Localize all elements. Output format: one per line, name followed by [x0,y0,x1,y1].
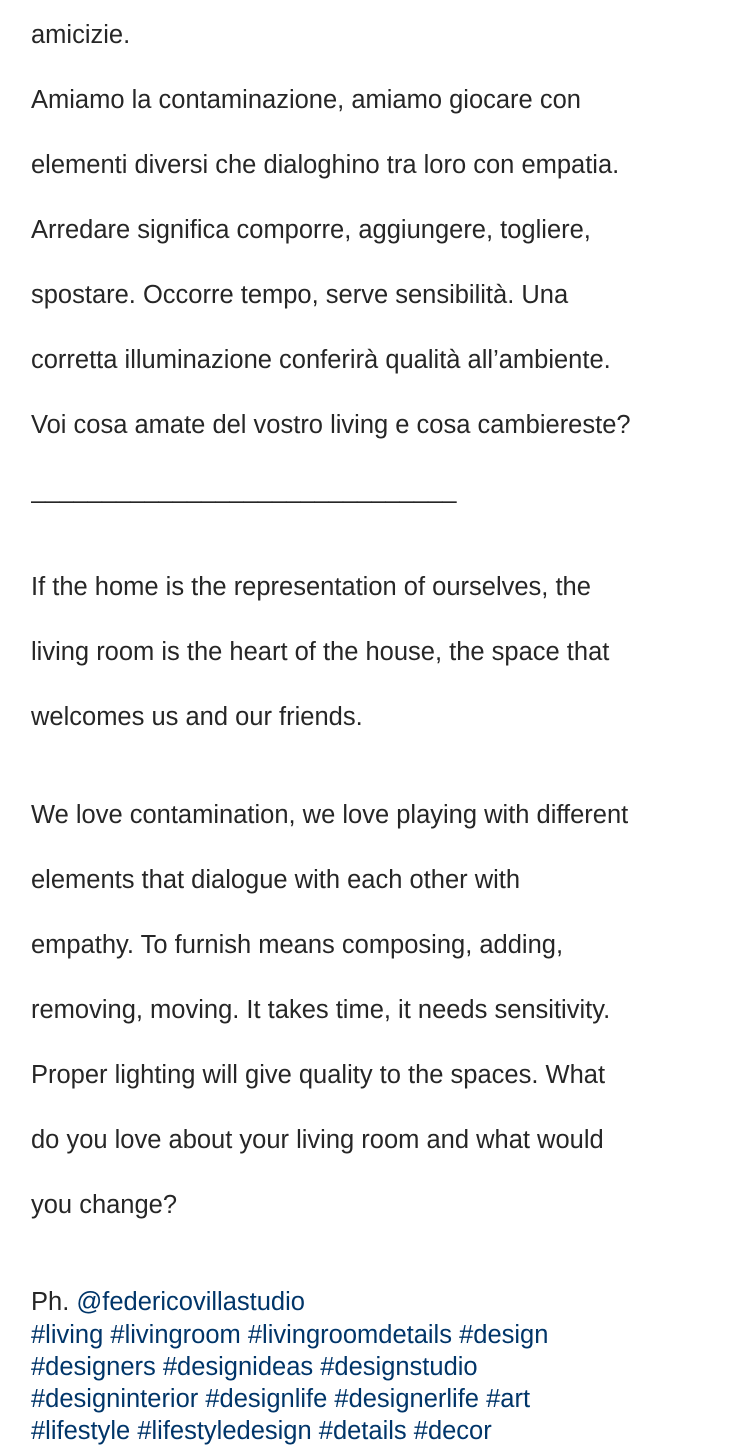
photo-credit [31,1286,736,1319]
caption-line: corretta illuminazione conferirà qualità all’ambiente. [31,345,611,374]
caption-line: living room is the heart of the house, the space that [31,638,610,666]
hashtag-link[interactable]: #lifestyle [31,1416,131,1445]
hashtag-line [31,1319,736,1351]
hashtag-link[interactable]: #design [459,1320,549,1349]
hashtag-link[interactable]: #living [31,1320,104,1349]
caption-line: If the home is the representation of ourselves, the [31,573,591,601]
photo-credit-prefix: Ph. [31,1288,70,1316]
caption-line: welcomes us and our friends. [31,703,363,731]
blank-line [31,1254,736,1287]
hashtag-link[interactable]: #designinterior [31,1384,199,1413]
caption-line: Arredare significa comporre, aggiungere, togliere, [31,215,591,244]
caption-line: elementi diversi che dialoghino tra loro con empatia. [31,150,620,179]
english-paragraph-1 [31,539,736,767]
post-caption [31,0,736,1447]
photographer-mention-link[interactable]: @federicovillastudio [76,1288,305,1316]
hashtag-link[interactable]: #livingroomdetails [247,1320,452,1349]
english-paragraph-2 [31,766,736,1254]
hashtag-line [31,1351,736,1383]
caption-line: elements that dialogue with each other with [31,865,521,894]
hashtag-link[interactable]: #art [486,1384,531,1413]
italian-paragraph [31,0,736,474]
hashtag-link[interactable]: #designerlife [334,1384,479,1413]
caption-line: removing, moving. It takes time, it needs sensitivity. [31,995,611,1024]
blank-line [31,506,736,539]
hashtag-link[interactable]: #decor [413,1416,492,1445]
hashtag-link[interactable]: #livingroom [110,1320,241,1349]
caption-line: Amiamo la contaminazione, amiamo giocare con [31,85,581,114]
caption-line: Proper lighting will give quality to the spaces. What [31,1060,606,1089]
caption-line: We love contamination, we love playing with different [31,800,629,829]
hashtag-line [31,1383,736,1415]
caption-line: do you love about your living room and what would [31,1125,604,1154]
hashtag-link[interactable]: #lifestyledesign [137,1416,312,1445]
hashtag-link[interactable]: #designideas [162,1352,314,1381]
caption-line: you change? [31,1190,178,1219]
hashtag-list [31,1319,736,1447]
caption-line: empathy. To furnish means composing, adding, [31,930,564,959]
caption-line: spostare. Occorre tempo, serve sensibilità. Una [31,280,569,309]
hashtag-link[interactable]: #designlife [205,1384,328,1413]
hashtag-link[interactable]: #designstudio [320,1352,478,1381]
caption-line: Voi cosa amate del vostro living e cosa cambiereste? [31,410,631,439]
hashtag-line [31,1415,736,1447]
caption-line: amicizie. [31,20,131,49]
hashtag-link[interactable]: #details [318,1416,407,1445]
text-divider: ______________________________ [31,475,457,504]
hashtag-link[interactable]: #designers [31,1352,156,1381]
